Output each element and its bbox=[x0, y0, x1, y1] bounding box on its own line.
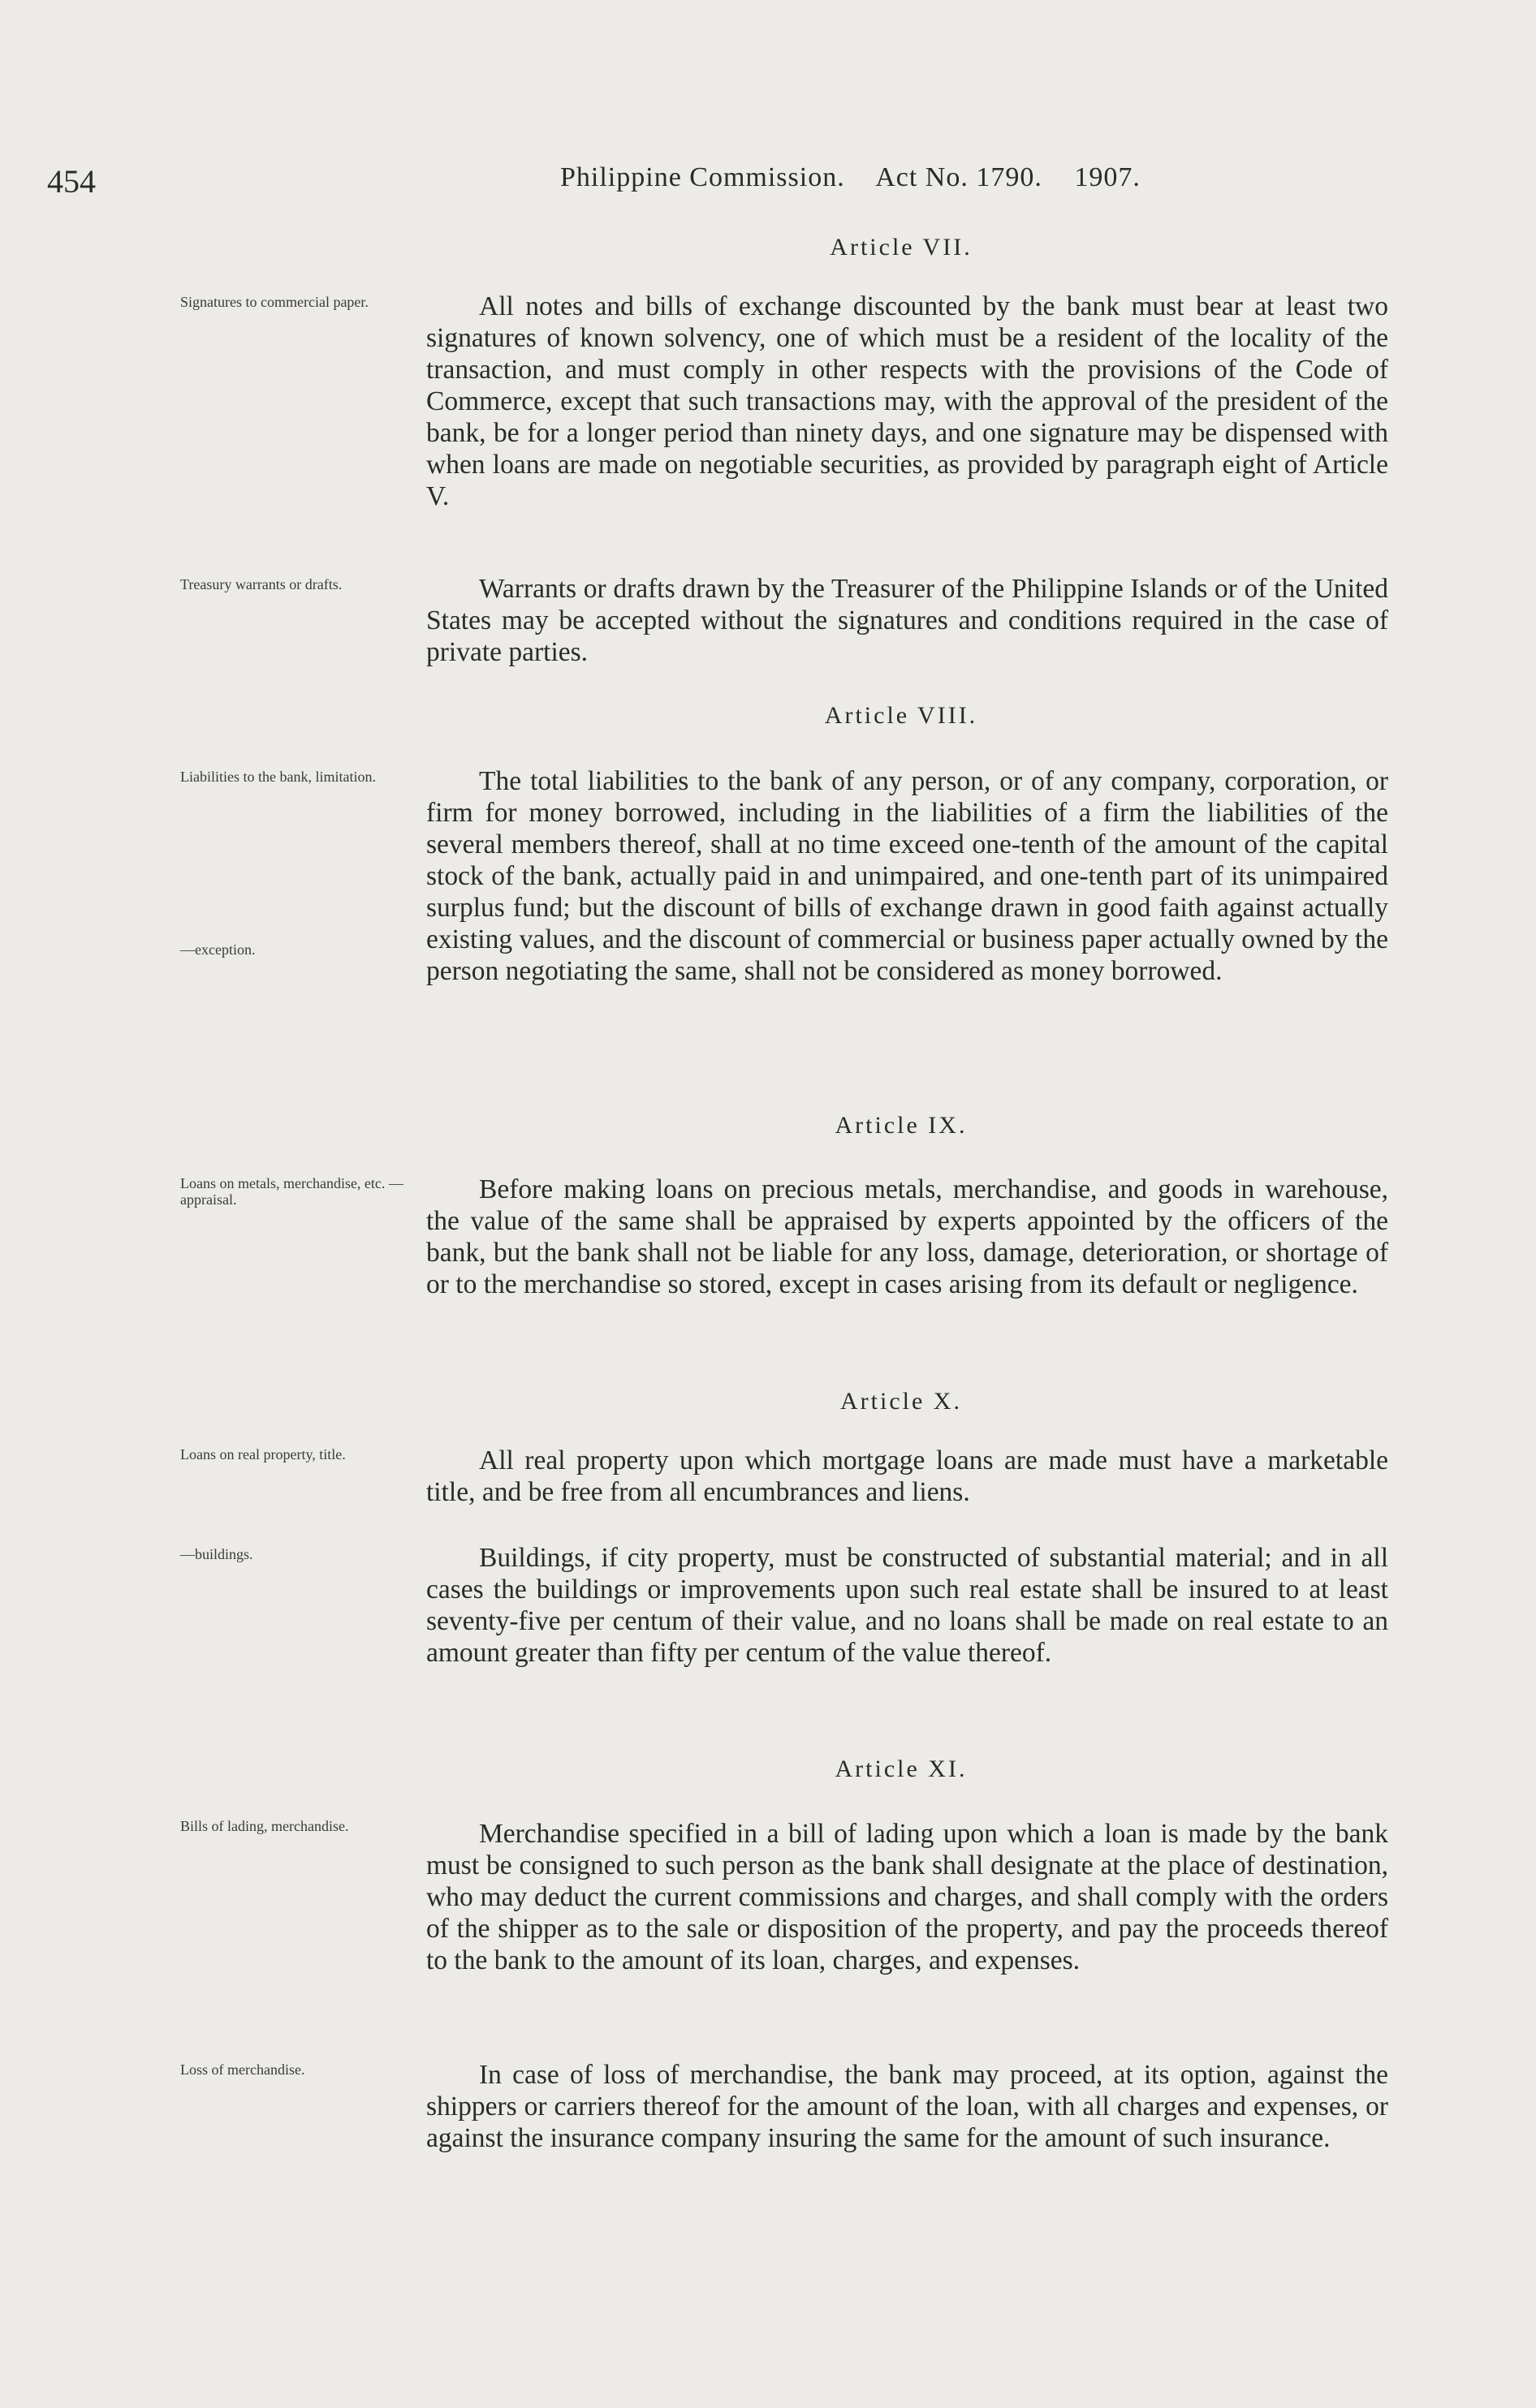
paragraph: The total liabilities to the bank of any person, or of any company, corporation, or firm for money borrowed, including in the liabilities of a firm the liabilities of the several members thereof, shall at no time exceed one-tenth of the amount of the capital stock of the bank, actually paid in and unimpaired, and one-tenth part of its unimpaired surplus fund; but the discount of bills of exchange drawn in good faith against actually existing values, and the discount of commercial or business paper actually owned by the person negotiating the same, shall not be considered as money borrowed. bbox=[426, 766, 1388, 986]
paragraph: Before making loans on precious metals, merchandise, and goods in warehouse, the value of the same shall be appraised by experts appointed by the officers of the bank, but the bank shall not be liable for any loss, damage, deterioration, or shortage of or to the merchandise so stored, except in cases arising from its default or negligence. bbox=[426, 1174, 1388, 1299]
article-heading: Article XI. bbox=[835, 1755, 968, 1782]
margin-note: Liabilities to the bank, limitation. bbox=[180, 769, 376, 785]
margin-note: —buildings. bbox=[180, 1546, 253, 1562]
page-number: 454 bbox=[47, 163, 96, 200]
margin-note: —exception. bbox=[180, 941, 256, 958]
article-heading: Article X. bbox=[840, 1388, 962, 1415]
margin-note: Loans on real property, title. bbox=[180, 1446, 346, 1462]
margin-note: Bills of lading, merchandise. bbox=[180, 1818, 349, 1834]
paragraph: Warrants or drafts drawn by the Treasurer of the Philippine Islands or of the United States may be accepted without the signatures and conditions required in the case of private parties. bbox=[426, 574, 1388, 667]
paragraph: All notes and bills of exchange discounted by the bank must bear at least two signatures of known solvency, one of which must be a resident of the locality of the transaction, and must comply in other respects with the provisions of the Code of Commerce, except that such transactions may, with the approval of the president of the bank, be for a longer period than ninety days, and one signature may be dispensed with when loans are made on negotiable securities, as provided by paragraph eight of Article V. bbox=[426, 291, 1388, 511]
paragraph: All real property upon which mortgage loans are made must have a marketable title, and be free from all encumbrances and liens. bbox=[426, 1445, 1388, 1507]
running-title: Philippine Commission. bbox=[560, 162, 845, 192]
paragraph: Buildings, if city property, must be constructed of substantial material; and in all cases the buildings or improvements upon such real estate shall be insured to at least seventy-five per centum of their value, and no loans shall be made on real estate to an amount greater than fifty per centum of the value thereof. bbox=[426, 1543, 1388, 1668]
paragraph: Merchandise specified in a bill of lading upon which a loan is made by the bank must be consigned to such person as the bank shall designate at the place of destination, who may deduct the current commissions and charges, and shall comply with the orders of the shipper as to the sale or disposition of the property, and pay the proceeds thereof to the bank to the amount of its loan, charges, and expenses. bbox=[426, 1819, 1388, 1975]
act-number: Act No. 1790. bbox=[875, 162, 1042, 192]
article-heading: Article IX. bbox=[835, 1112, 968, 1139]
article-heading: Article VIII. bbox=[824, 702, 978, 729]
article-heading: Article VII. bbox=[830, 234, 973, 261]
running-header bbox=[560, 162, 1141, 193]
margin-note: Loss of merchandise. bbox=[180, 2061, 305, 2078]
paragraph: In case of loss of merchandise, the bank may proceed, at its option, against the shippers or carriers thereof for the amount of the loan, with all charges and expenses, or against the insurance company insuring the same for the amount of such insurance. bbox=[426, 2060, 1388, 2153]
act-year: 1907. bbox=[1074, 162, 1141, 192]
margin-note: Loans on metals, merchandise, etc. —appraisal. bbox=[180, 1175, 403, 1208]
margin-note: Signatures to commercial paper. bbox=[180, 294, 369, 310]
margin-note: Treasury warrants or drafts. bbox=[180, 576, 343, 592]
